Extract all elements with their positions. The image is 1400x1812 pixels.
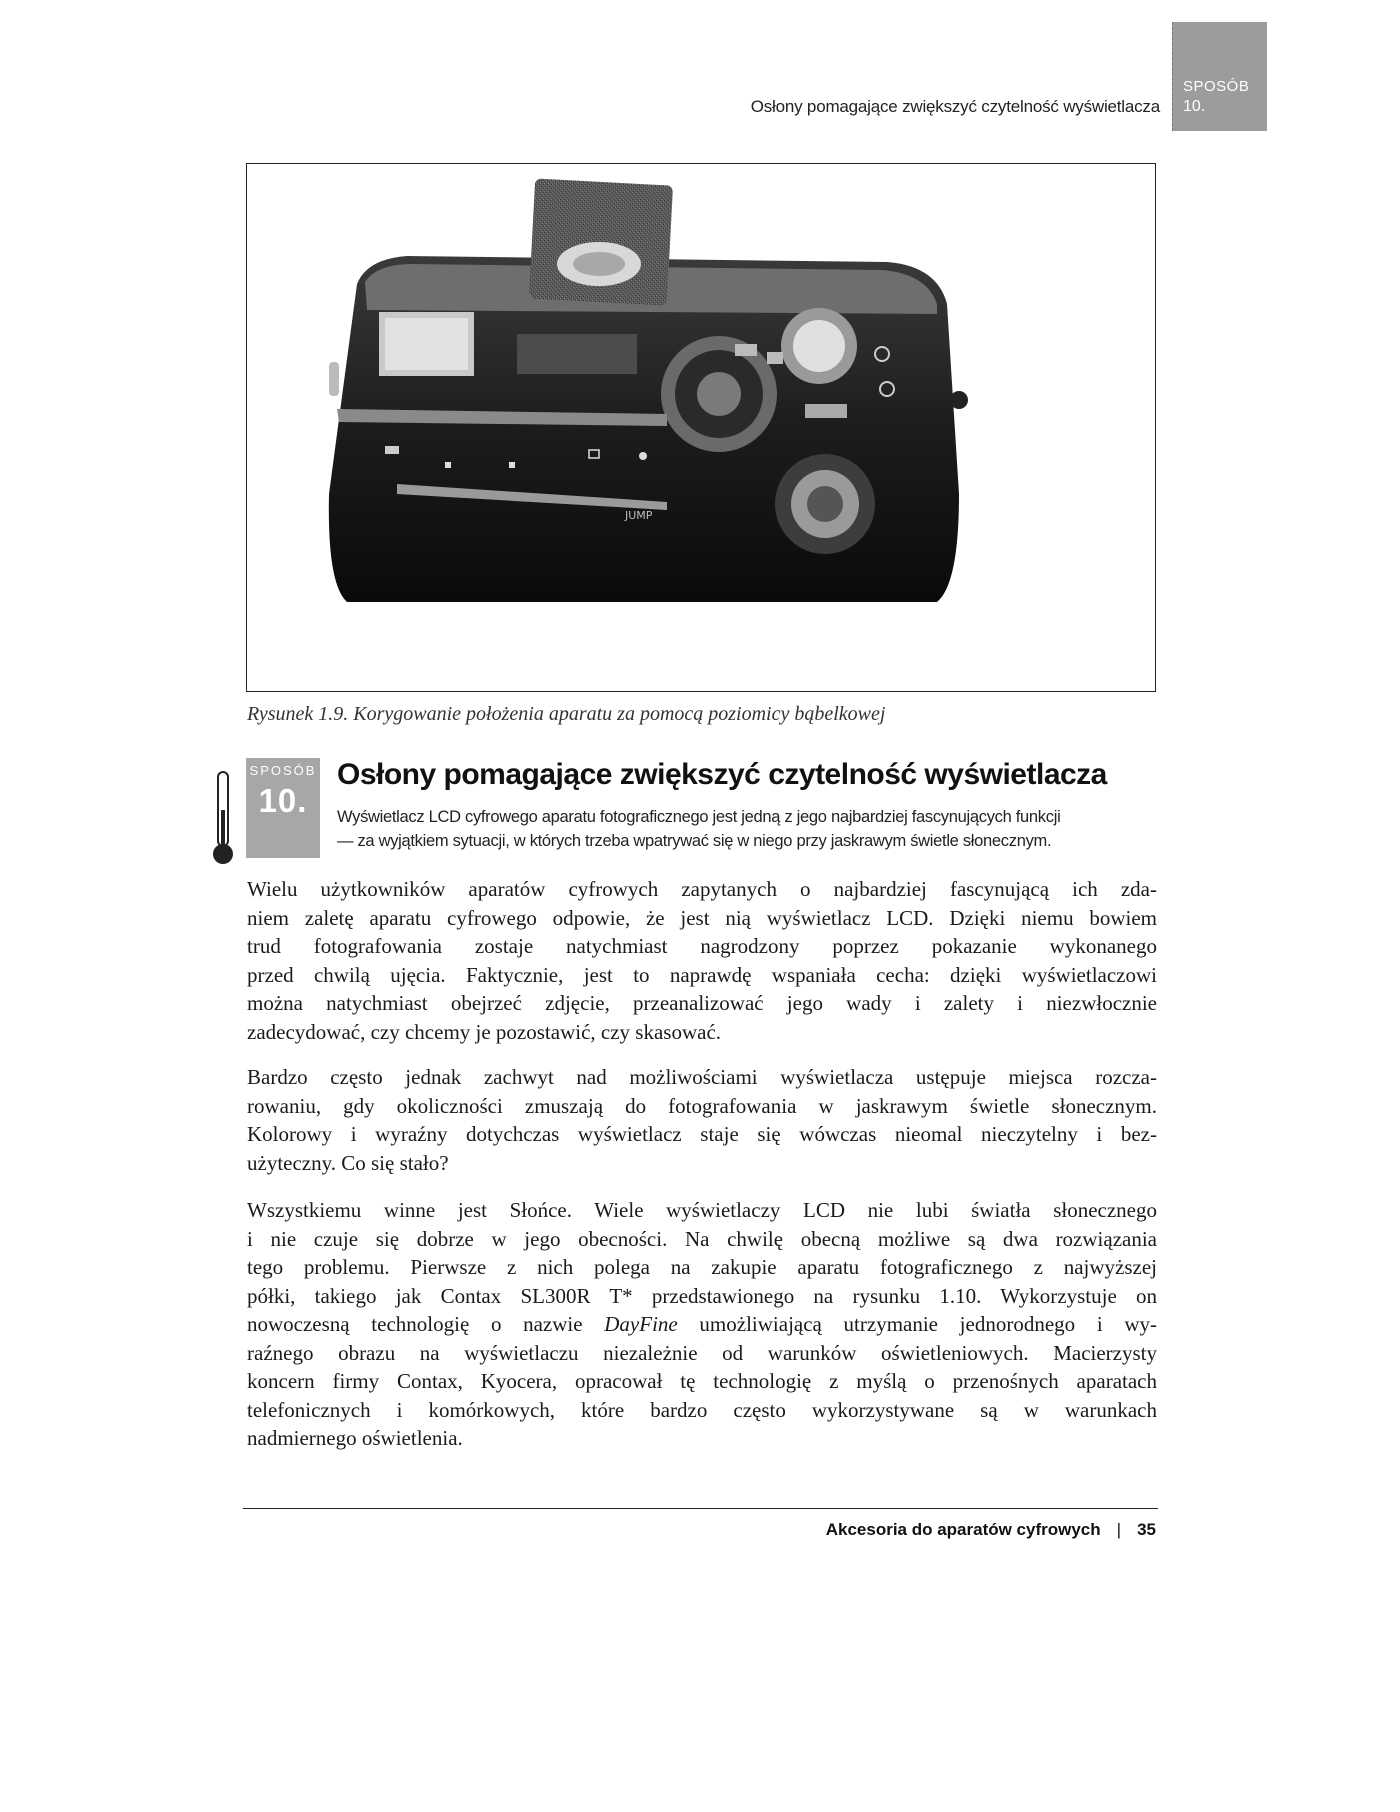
body-line: koncern firmy Contax, Kyocera, opracował tę technologię z myślą o przenośnych aparatach xyxy=(247,1369,1157,1393)
hack-badge-number: 10. xyxy=(258,782,308,819)
hack-summary-line: Wyświetlacz LCD cyfrowego aparatu fotograficznego jest jedną z jego najbardziej fascynujących funkcji xyxy=(337,808,1061,826)
body-line: przed chwilą ujęcia. Faktycznie, jest to naprawdę wspaniała cecha: dzięki wyświetlaczowi xyxy=(247,962,1157,987)
dayfine-term: DayFine xyxy=(604,1312,678,1336)
figure-caption: Rysunek 1.9. Korygowanie położenia aparatu za pomocą poziomicy bąbelkowej xyxy=(247,703,886,725)
hack-title: Osłony pomagające zwiększyć czytelność wyświetlacza xyxy=(337,758,1107,791)
section-tab-label: SPOSÓB xyxy=(1183,78,1250,95)
body-line: telefonicznych i komórkowych, które bardzo często wykorzystywane są w warunkach xyxy=(247,1397,1157,1422)
footer-divider xyxy=(243,1508,1158,1509)
running-header-title: Osłony pomagające zwiększyć czytelność wyświetlacza xyxy=(750,97,1160,116)
figure-camera-photo xyxy=(246,163,1156,692)
body-line: tego problemu. Pierwsze z nich polega na zakupie aparatu fotograficznego z najwyższej xyxy=(247,1255,1157,1279)
body-line: półki, takiego jak Contax SL300R T* przedstawionego na rysunku 1.10. Wykorzystuje on xyxy=(247,1283,1157,1308)
body-line xyxy=(247,1310,1157,1339)
body-line: raźnego obrazu na wyświetlaczu niezależnie od warunków oświetleniowych. Macierzysty xyxy=(247,1340,1157,1365)
body-line: trud fotografowania zostaje natychmiast nagrodzony poprzez pokazanie wykonanego xyxy=(247,934,1157,958)
body-line: można natychmiast obejrzeć zdjęcie, przeanalizować jego wady i zalety i niezwłocznie xyxy=(247,991,1157,1015)
thermometer-icon xyxy=(210,770,236,868)
body-line: niem zaletę aparatu cyfrowego odpowie, że jest nią wyświetlacz LCD. Dzięki niemu bowiem xyxy=(247,905,1157,930)
footer-separator: | xyxy=(1116,1520,1122,1539)
camera-jump-label: JUMP xyxy=(625,509,653,522)
body-text: nowoczesną technologię o nazwie xyxy=(247,1312,605,1336)
body-line: użyteczny. Co się stało? xyxy=(247,1150,449,1175)
body-line: rowaniu, gdy okoliczności zmuszają do fotografowania w jaskrawym świetle słonecznym. xyxy=(247,1093,1157,1118)
body-line: Wielu użytkowników aparatów cyfrowych zapytanych o najbardziej fascynującą ich zda- xyxy=(247,877,1157,901)
hack-summary-line: — za wyjątkiem sytuacji, w których trzeba wpatrywać się w niego przy jaskrawym świetle słonecznym. xyxy=(337,832,1052,850)
body-line: Kolorowy i wyraźny dotychczas wyświetlacz staje się wówczas nieomal nieczytelny i bez- xyxy=(247,1122,1157,1146)
body-line: nadmiernego oświetlenia. xyxy=(247,1426,463,1450)
hack-summary xyxy=(337,805,1127,853)
footer-chapter-title: Akcesoria do aparatów cyfrowych xyxy=(825,1520,1101,1539)
body-text: umożliwiającą utrzymanie jednorodnego i wy- xyxy=(677,1312,1157,1336)
hack-badge-label: SPOSÓB xyxy=(249,763,317,778)
page-footer xyxy=(700,1520,1156,1540)
body-paragraph-1 xyxy=(247,875,1157,1046)
body-line: Bardzo często jednak zachwyt nad możliwościami wyświetlacza ustępuje miejsca rozcza- xyxy=(247,1065,1157,1089)
camera-illustration xyxy=(247,164,1155,691)
body-line: Wszystkiemu winne jest Słońce. Wiele wyświetlaczy LCD nie lubi światła słonecznego xyxy=(247,1198,1157,1222)
body-line: i nie czuje się dobrze w jego obecności. Na chwilę obecną możliwe są dwa rozwiązania xyxy=(247,1226,1157,1251)
body-line: zadecydować, czy chcemy je pozostawić, czy skasować. xyxy=(247,1019,722,1044)
body-paragraph-3 xyxy=(247,1196,1157,1453)
page-number: 35 xyxy=(1137,1520,1156,1539)
section-tab-number: 10. xyxy=(1183,98,1206,115)
body-paragraph-2 xyxy=(247,1063,1157,1177)
